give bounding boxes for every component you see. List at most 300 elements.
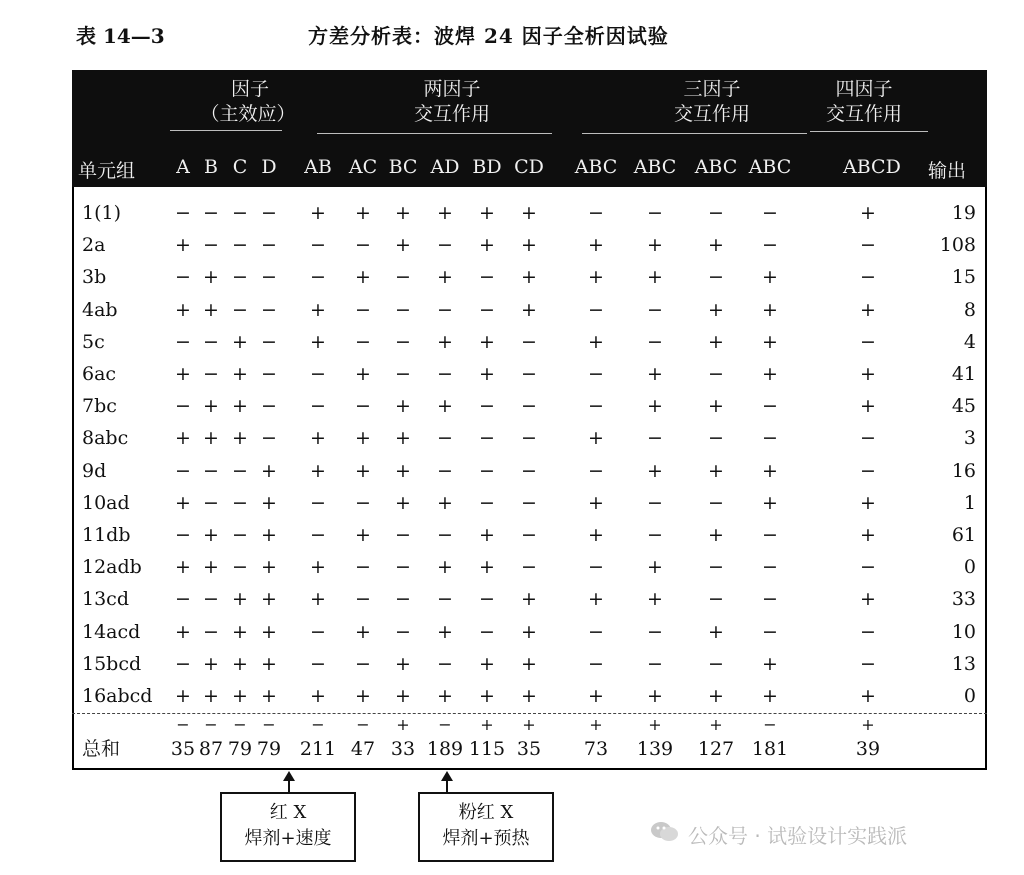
sign-cell: + xyxy=(708,524,724,546)
sign-cell: − xyxy=(261,330,277,353)
sign-cell: − xyxy=(175,524,191,546)
sign-cell: − xyxy=(203,491,219,514)
sign-cell: + xyxy=(437,685,453,707)
sign-cell: + xyxy=(261,556,277,579)
sum-sign: − xyxy=(311,715,325,734)
sum-value: 189 xyxy=(426,738,464,760)
sign-cell: − xyxy=(355,652,371,675)
sign-cell: − xyxy=(395,266,411,289)
row-label: 7bc xyxy=(82,395,117,418)
sign-cell: − xyxy=(708,202,724,224)
sum-sign: + xyxy=(522,715,536,734)
sign-cell: − xyxy=(762,234,778,257)
sign-cell: − xyxy=(588,459,604,482)
sign-cell: − xyxy=(521,363,537,385)
sign-cell: + xyxy=(762,266,778,289)
group-three-line1: 三因子 xyxy=(683,78,741,100)
sign-cell: + xyxy=(762,685,778,707)
sum-value: 127 xyxy=(697,738,735,760)
sign-cell: − xyxy=(860,234,876,257)
sign-cell: + xyxy=(437,330,453,353)
sign-cell: + xyxy=(588,234,604,257)
sign-cell: + xyxy=(203,556,219,579)
sign-cell: − xyxy=(261,298,277,321)
sign-cell: + xyxy=(395,427,411,450)
callout-red-x xyxy=(220,792,356,862)
sign-cell: − xyxy=(203,620,219,643)
sign-cell: + xyxy=(860,588,876,611)
sign-cell: + xyxy=(647,685,663,707)
sum-sign: + xyxy=(480,715,494,734)
sign-cell: + xyxy=(588,491,604,514)
sign-cell: − xyxy=(355,556,371,579)
sign-cell: + xyxy=(203,524,219,546)
sign-cell: − xyxy=(437,588,453,611)
sum-sign: − xyxy=(356,715,370,734)
row-label: 8abc xyxy=(82,427,129,450)
sign-cell: + xyxy=(521,202,537,224)
sign-cell: + xyxy=(762,459,778,482)
sign-cell: − xyxy=(479,395,495,418)
sum-sign: − xyxy=(438,715,452,734)
sign-cell: + xyxy=(860,298,876,321)
sign-cell: + xyxy=(588,685,604,707)
sum-value: 139 xyxy=(636,738,674,760)
sign-cell: + xyxy=(355,620,371,643)
sign-cell: − xyxy=(232,459,248,482)
sign-cell: − xyxy=(647,620,663,643)
sign-cell: + xyxy=(232,395,248,418)
sign-cell: + xyxy=(261,491,277,514)
sign-cell: + xyxy=(395,459,411,482)
col-head-factor: ABC xyxy=(748,156,792,178)
sign-cell: − xyxy=(261,363,277,385)
sum-value: 115 xyxy=(468,738,506,760)
sign-cell: + xyxy=(762,330,778,353)
sign-cell: − xyxy=(310,363,326,385)
sign-cell: − xyxy=(479,459,495,482)
col-head-factor: AB xyxy=(304,156,332,178)
sign-cell: + xyxy=(310,685,326,707)
col-head-factor: A xyxy=(176,156,190,178)
col-head-output: 输出 xyxy=(928,160,967,182)
sign-cell: + xyxy=(203,298,219,321)
sign-cell: + xyxy=(261,588,277,611)
output-cell: 10 xyxy=(951,620,976,643)
sign-cell: − xyxy=(479,620,495,643)
sign-cell: + xyxy=(860,363,876,385)
sign-cell: − xyxy=(647,491,663,514)
col-head-factor: ABC xyxy=(694,156,738,178)
sign-cell: − xyxy=(588,652,604,675)
sign-cell: − xyxy=(261,202,277,224)
output-cell: 13 xyxy=(951,652,976,675)
sign-cell: − xyxy=(708,491,724,514)
output-cell: 0 xyxy=(963,556,976,579)
sign-cell: + xyxy=(175,298,191,321)
sign-cell: + xyxy=(647,395,663,418)
watermark: 公众号 · 试验设计实践派 xyxy=(688,824,908,848)
sign-cell: + xyxy=(310,202,326,224)
sign-cell: + xyxy=(762,652,778,675)
sign-cell: + xyxy=(588,588,604,611)
sum-value: 79 xyxy=(227,738,253,760)
sign-cell: − xyxy=(232,266,248,289)
sign-cell: − xyxy=(647,298,663,321)
sign-cell: − xyxy=(588,556,604,579)
group-four-line1: 四因子 xyxy=(835,78,893,100)
sum-sign: + xyxy=(648,715,662,734)
sign-cell: + xyxy=(479,524,495,546)
sign-cell: − xyxy=(521,491,537,514)
sign-cell: − xyxy=(395,330,411,353)
sign-cell: + xyxy=(588,524,604,546)
col-head-factor: ABC xyxy=(633,156,677,178)
sign-cell: − xyxy=(588,298,604,321)
sign-cell: + xyxy=(175,685,191,707)
sign-cell: − xyxy=(261,234,277,257)
sign-cell: − xyxy=(310,491,326,514)
output-cell: 41 xyxy=(951,363,976,385)
sign-cell: − xyxy=(762,202,778,224)
sign-cell: − xyxy=(203,202,219,224)
sign-cell: + xyxy=(647,234,663,257)
sum-sign: − xyxy=(262,715,276,734)
col-head-factor: D xyxy=(261,156,277,178)
sign-cell: − xyxy=(762,588,778,611)
sign-cell: + xyxy=(521,298,537,321)
row-label: 5c xyxy=(82,330,105,353)
sign-cell: + xyxy=(860,202,876,224)
sum-value: 47 xyxy=(350,738,376,760)
sign-cell: − xyxy=(355,330,371,353)
group-three-line2: 交互作用 xyxy=(673,103,750,125)
col-head-factor: ABC xyxy=(574,156,618,178)
output-cell: 16 xyxy=(951,459,976,482)
sum-sign: − xyxy=(233,715,247,734)
sign-cell: + xyxy=(355,524,371,546)
sign-cell: + xyxy=(175,620,191,643)
output-cell: 8 xyxy=(963,298,976,321)
sign-cell: + xyxy=(395,202,411,224)
group-main-line1: 因子 xyxy=(230,78,269,100)
sign-cell: + xyxy=(175,363,191,385)
sign-cell: + xyxy=(521,588,537,611)
sign-cell: − xyxy=(355,234,371,257)
sign-cell: − xyxy=(395,363,411,385)
sign-cell: − xyxy=(395,298,411,321)
sign-cell: − xyxy=(203,459,219,482)
sign-cell: + xyxy=(588,330,604,353)
output-cell: 61 xyxy=(951,524,976,546)
sign-cell: + xyxy=(232,330,248,353)
sign-cell: − xyxy=(261,266,277,289)
sum-value: 35 xyxy=(516,738,542,760)
table-label: 表 14—3 xyxy=(76,24,165,48)
sign-cell: − xyxy=(762,524,778,546)
sign-cell: − xyxy=(860,459,876,482)
sign-cell: + xyxy=(232,685,248,707)
sign-cell: + xyxy=(232,427,248,450)
sign-cell: − xyxy=(203,588,219,611)
sign-cell: − xyxy=(479,266,495,289)
sign-cell: + xyxy=(762,298,778,321)
sign-cell: − xyxy=(479,427,495,450)
sign-cell: + xyxy=(437,556,453,579)
sign-cell: + xyxy=(479,652,495,675)
sign-cell: − xyxy=(588,395,604,418)
sign-cell: + xyxy=(175,234,191,257)
sign-cell: − xyxy=(232,234,248,257)
sign-cell: + xyxy=(708,685,724,707)
col-head-factor: AC xyxy=(348,156,378,178)
sum-sign: + xyxy=(709,715,723,734)
output-cell: 15 xyxy=(951,266,976,289)
sign-cell: + xyxy=(261,620,277,643)
sign-cell: − xyxy=(860,620,876,643)
sign-cell: − xyxy=(310,524,326,546)
sign-cell: − xyxy=(395,524,411,546)
row-label: 1(1) xyxy=(82,202,122,224)
sign-cell: + xyxy=(310,556,326,579)
sign-cell: + xyxy=(232,588,248,611)
sign-cell: − xyxy=(437,427,453,450)
row-label: 16abcd xyxy=(82,685,153,707)
sign-cell: + xyxy=(708,234,724,257)
row-label: 4ab xyxy=(82,298,118,321)
sign-cell: + xyxy=(647,588,663,611)
callout-pink-x xyxy=(418,792,554,862)
sign-cell: − xyxy=(708,588,724,611)
sign-cell: + xyxy=(708,620,724,643)
sign-cell: − xyxy=(860,330,876,353)
sign-cell: + xyxy=(708,395,724,418)
sign-cell: + xyxy=(395,234,411,257)
sign-cell: − xyxy=(310,620,326,643)
sign-cell: − xyxy=(395,588,411,611)
sign-cell: + xyxy=(203,395,219,418)
sign-cell: − xyxy=(310,234,326,257)
sign-cell: + xyxy=(175,556,191,579)
row-label: 12adb xyxy=(82,556,142,579)
output-cell: 33 xyxy=(951,588,976,611)
sign-cell: + xyxy=(355,427,371,450)
sign-cell: + xyxy=(395,491,411,514)
row-label: 15bcd xyxy=(82,652,142,675)
col-head-factor: CD xyxy=(514,156,544,178)
sign-cell: + xyxy=(708,459,724,482)
sign-cell: − xyxy=(762,395,778,418)
sign-cell: − xyxy=(355,298,371,321)
sum-value: 33 xyxy=(390,738,416,760)
sign-cell: + xyxy=(355,202,371,224)
sign-cell: + xyxy=(860,685,876,707)
sign-cell: − xyxy=(860,652,876,675)
sum-label: 总和 xyxy=(82,738,121,760)
sign-cell: − xyxy=(175,330,191,353)
row-label: 14acd xyxy=(82,620,141,643)
sign-cell: − xyxy=(310,266,326,289)
sign-cell: + xyxy=(261,524,277,546)
sign-cell: + xyxy=(355,459,371,482)
sign-cell: + xyxy=(261,652,277,675)
sign-cell: − xyxy=(762,427,778,450)
row-label: 13cd xyxy=(82,588,129,611)
sign-cell: + xyxy=(521,620,537,643)
output-cell: 108 xyxy=(939,234,976,257)
output-cell: 4 xyxy=(963,330,976,353)
sign-cell: − xyxy=(708,652,724,675)
sum-value: 39 xyxy=(855,738,881,760)
sign-cell: − xyxy=(647,652,663,675)
sign-cell: − xyxy=(521,524,537,546)
sign-cell: + xyxy=(232,652,248,675)
table-title: 方差分析表：波焊 24 因子全析因试验 xyxy=(308,24,669,48)
sign-cell: − xyxy=(310,652,326,675)
sign-cell: + xyxy=(261,459,277,482)
sign-cell: − xyxy=(203,234,219,257)
sign-cell: − xyxy=(437,234,453,257)
sign-cell: − xyxy=(647,202,663,224)
sign-cell: + xyxy=(310,330,326,353)
sign-cell: − xyxy=(437,652,453,675)
sign-cell: + xyxy=(395,685,411,707)
output-cell: 19 xyxy=(951,202,976,224)
sign-cell: − xyxy=(521,427,537,450)
sign-cell: − xyxy=(355,395,371,418)
col-head-factor: BC xyxy=(388,156,418,178)
sign-cell: + xyxy=(203,685,219,707)
output-cell: 0 xyxy=(963,685,976,707)
sign-cell: − xyxy=(588,202,604,224)
sign-cell: − xyxy=(175,395,191,418)
sign-cell: + xyxy=(437,620,453,643)
sign-cell: − xyxy=(395,620,411,643)
sign-cell: − xyxy=(708,363,724,385)
sign-cell: − xyxy=(762,620,778,643)
group-two-line2: 交互作用 xyxy=(413,103,490,125)
sign-cell: + xyxy=(310,298,326,321)
sign-cell: + xyxy=(647,459,663,482)
sign-cell: − xyxy=(437,298,453,321)
sign-cell: + xyxy=(647,266,663,289)
row-label: 6ac xyxy=(82,363,117,385)
sign-cell: − xyxy=(479,588,495,611)
wechat-icon xyxy=(650,820,680,844)
callout-pink-x-title: 粉红 X xyxy=(458,802,514,823)
sign-cell: + xyxy=(860,491,876,514)
sign-cell: − xyxy=(860,556,876,579)
sign-cell: − xyxy=(355,588,371,611)
sign-cell: − xyxy=(479,298,495,321)
sign-cell: − xyxy=(860,427,876,450)
sum-value: 73 xyxy=(583,738,609,760)
row-label: 10ad xyxy=(82,491,130,514)
sign-cell: − xyxy=(232,524,248,546)
output-cell: 1 xyxy=(963,491,976,514)
sign-cell: − xyxy=(521,459,537,482)
sum-sign: + xyxy=(861,715,875,734)
sign-cell: − xyxy=(232,298,248,321)
sum-value: 211 xyxy=(299,738,337,760)
row-label: 3b xyxy=(82,266,107,289)
sign-cell: + xyxy=(521,685,537,707)
sum-value: 35 xyxy=(170,738,196,760)
sign-cell: − xyxy=(708,427,724,450)
sign-cell: + xyxy=(310,588,326,611)
group-main-line2: （主效应） xyxy=(200,103,296,125)
sign-cell: − xyxy=(355,491,371,514)
sign-cell: + xyxy=(261,685,277,707)
sign-cell: + xyxy=(708,330,724,353)
sign-cell: + xyxy=(355,266,371,289)
sign-cell: + xyxy=(203,652,219,675)
sign-cell: − xyxy=(261,427,277,450)
group-four-line2: 交互作用 xyxy=(825,103,902,125)
sign-cell: − xyxy=(175,652,191,675)
sign-cell: − xyxy=(647,427,663,450)
callout-red-x-title: 红 X xyxy=(269,802,307,823)
sign-cell: + xyxy=(355,363,371,385)
sign-cell: + xyxy=(437,491,453,514)
sign-cell: + xyxy=(232,363,248,385)
sign-cell: + xyxy=(310,427,326,450)
sign-cell: + xyxy=(588,266,604,289)
sign-cell: − xyxy=(175,202,191,224)
sign-cell: − xyxy=(521,556,537,579)
sign-cell: − xyxy=(395,556,411,579)
sign-cell: − xyxy=(521,330,537,353)
sign-cell: + xyxy=(479,202,495,224)
sign-cell: + xyxy=(521,266,537,289)
row-label: 2a xyxy=(82,234,106,257)
col-head-unit: 单元组 xyxy=(78,160,136,182)
sum-value: 181 xyxy=(751,738,789,760)
callout-red-x-desc: 焊剂+速度 xyxy=(244,828,332,849)
sum-sign: + xyxy=(396,715,410,734)
sign-cell: + xyxy=(395,652,411,675)
sign-cell: + xyxy=(708,298,724,321)
sign-cell: + xyxy=(762,491,778,514)
sign-cell: − xyxy=(175,266,191,289)
sum-sign: − xyxy=(204,715,218,734)
sign-cell: + xyxy=(647,556,663,579)
sign-cell: − xyxy=(232,202,248,224)
sign-cell: + xyxy=(437,266,453,289)
sign-cell: − xyxy=(479,491,495,514)
sign-cell: − xyxy=(437,363,453,385)
sign-cell: + xyxy=(395,395,411,418)
sign-cell: + xyxy=(203,266,219,289)
col-head-factor: AD xyxy=(430,156,460,178)
sign-cell: + xyxy=(647,363,663,385)
col-head-factor: ABCD xyxy=(843,156,901,178)
col-head-factor: BD xyxy=(472,156,502,178)
sign-cell: + xyxy=(479,363,495,385)
sign-cell: + xyxy=(310,459,326,482)
sign-cell: − xyxy=(708,556,724,579)
sign-cell: + xyxy=(762,363,778,385)
sum-sign: − xyxy=(763,715,777,734)
col-head-factor: B xyxy=(204,156,218,178)
sign-cell: − xyxy=(232,556,248,579)
sum-sign: − xyxy=(176,715,190,734)
sign-cell: − xyxy=(521,395,537,418)
sign-cell: + xyxy=(175,427,191,450)
row-label: 11db xyxy=(82,524,131,546)
sign-cell: + xyxy=(437,202,453,224)
group-two-line1: 两因子 xyxy=(423,78,481,100)
